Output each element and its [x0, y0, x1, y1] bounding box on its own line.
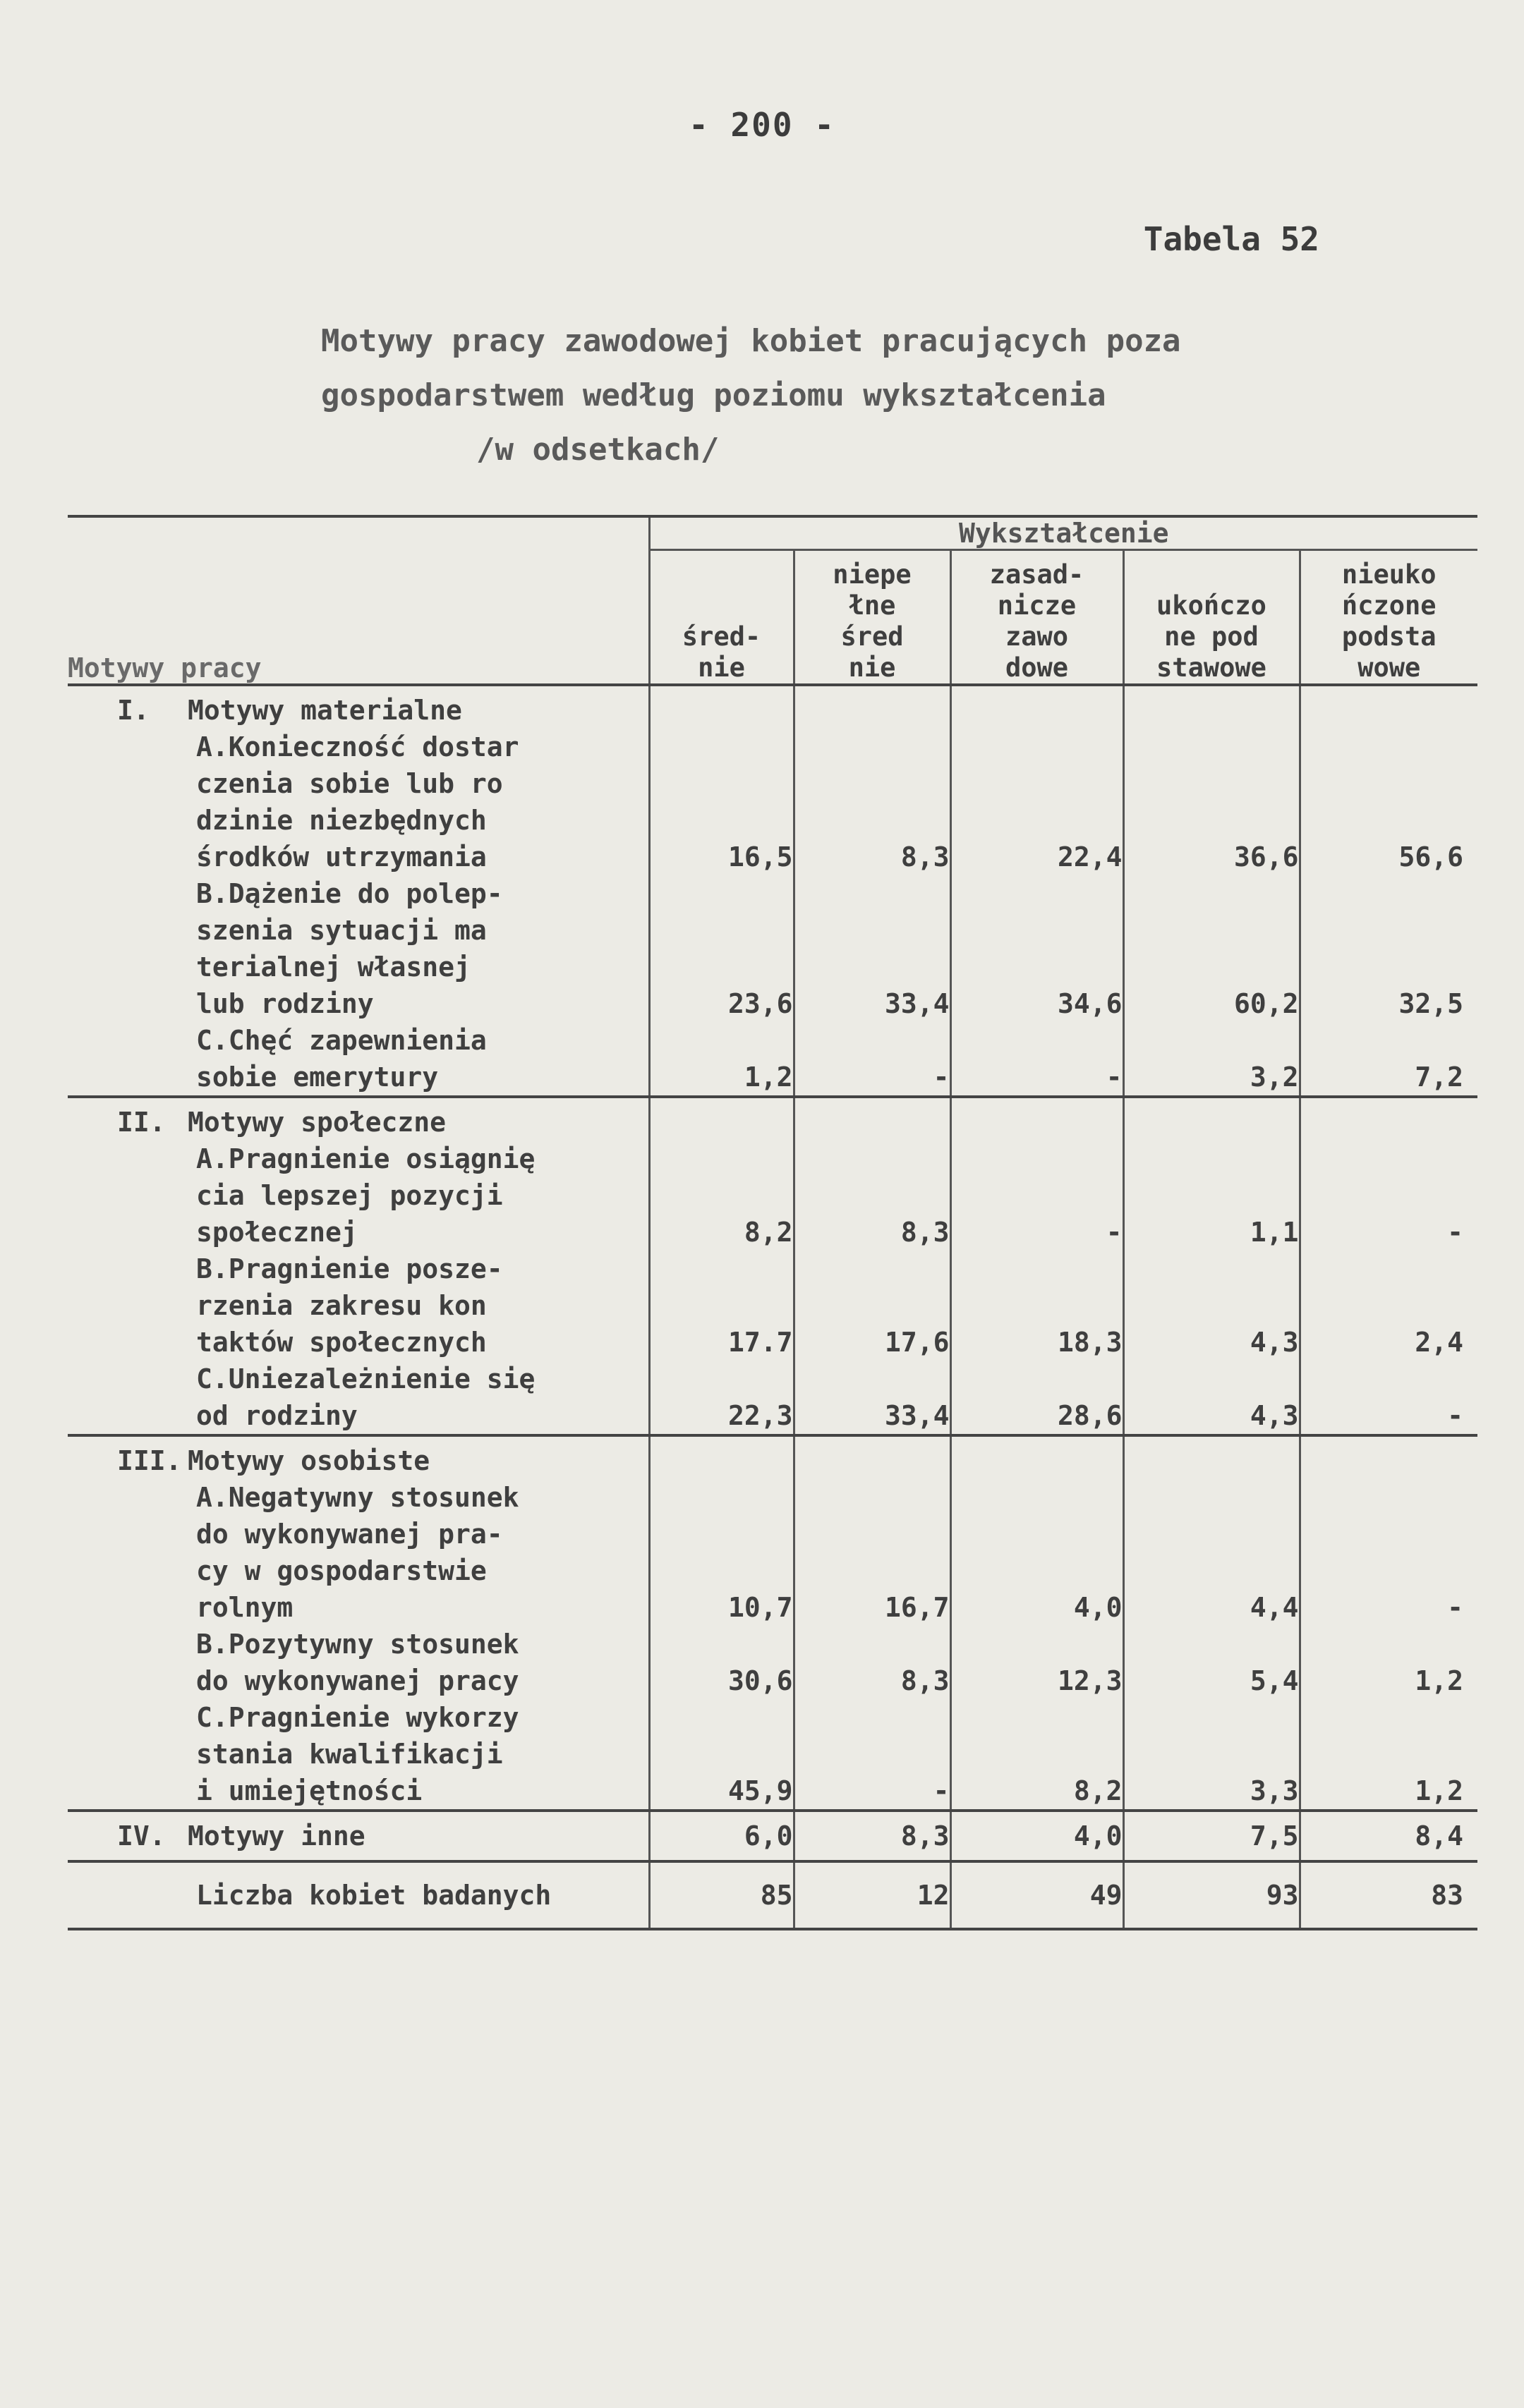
cell-value: 33,4 [794, 875, 950, 1022]
column-header: nieuko ńczone podsta wowe [1300, 550, 1477, 686]
cell-value: 7,5 [1123, 1811, 1300, 1861]
cell-value: 22,4 [950, 729, 1123, 875]
table-row-liczba-kobiet [68, 1861, 1477, 1929]
cell-value: 8,4 [1300, 1811, 1477, 1861]
column-header: zasad- nicze zawo dowe [950, 550, 1123, 686]
cell-value: 6,0 [649, 1811, 794, 1861]
cell-value: 30,6 [649, 1626, 794, 1699]
section-title-row [68, 1097, 1477, 1141]
cell-value: 33,4 [794, 1361, 950, 1435]
cell-value: 49 [950, 1861, 1123, 1929]
section-title: Motywy inne [188, 1820, 365, 1851]
table-row: B.Pragnienie posze- rzenia zakresu kon taktów społecznych 17.7 17,6 18,3 4,3 2,4 [68, 1251, 1477, 1361]
section-title: Motywy społeczne [188, 1107, 447, 1138]
header-group: Wykształcenie [649, 516, 1477, 550]
table-row: B.Dążenie do polep- szenia sytuacji ma terialnej własnej lub rodziny 23,6 33,4 34,6 60,2 32,5 [68, 875, 1477, 1022]
cell-value: 1,2 [1300, 1699, 1477, 1811]
table-row: A.Pragnienie osiągnię cia lepszej pozycji społecznej 8,2 8,3 - 1,1 - [68, 1141, 1477, 1251]
cell-value: 60,2 [1123, 875, 1300, 1022]
cell-value: 56,6 [1398, 841, 1464, 872]
cell-value: 4,0 [950, 1479, 1123, 1626]
cell-value: - [1447, 1592, 1464, 1623]
header-motywy: Motywy pracy [68, 516, 649, 685]
cell-value: 3,3 [1123, 1699, 1300, 1811]
section-title: Motywy materialne [188, 695, 462, 726]
cell-value: 1,1 [1123, 1141, 1300, 1251]
cell-value: 85 [649, 1861, 794, 1929]
cell-value: 8,2 [649, 1141, 794, 1251]
cell-value: 8,3 [794, 1141, 950, 1251]
cell-value: 32,5 [1398, 988, 1464, 1019]
cell-value: 16,7 [794, 1479, 950, 1626]
title-line-2: gospodarstwem według poziomu wykształcenia [321, 377, 1106, 413]
row-label: Liczba kobiet badanych [68, 1861, 649, 1929]
cell-value: 12 [794, 1861, 950, 1929]
table-row-motywy-inne [68, 1811, 1477, 1861]
cell-value: - [950, 1022, 1123, 1097]
cell-value: 7,2 [1300, 1022, 1477, 1097]
page-number: - 200 - [689, 106, 835, 144]
cell-value: 10,7 [649, 1479, 794, 1626]
cell-value: 4,3 [1123, 1251, 1300, 1361]
cell-value: 5,4 [1123, 1626, 1300, 1699]
cell-value: 4,3 [1123, 1361, 1300, 1435]
cell-value: 8,3 [794, 729, 950, 875]
table-row: C.Pragnienie wykorzy stania kwalifikacji i umiejętności 45,9 - 8,2 3,3 1,2 [68, 1699, 1477, 1811]
section-number: III. [117, 1445, 182, 1476]
cell-value: 4,4 [1123, 1479, 1300, 1626]
table-row: C.Chęć zapewnienia sobie emerytury 1,2 - - 3,2 7,2 [68, 1022, 1477, 1097]
cell-value: - [1300, 1361, 1477, 1435]
table-row: B.Pozytywny stosunek do wykonywanej pracy 30,6 8,3 12,3 5,4 1,2 [68, 1626, 1477, 1699]
column-header: niepe łne śred nie [794, 550, 950, 686]
cell-value: - [794, 1022, 950, 1097]
cell-value: 18,3 [950, 1251, 1123, 1361]
cell-value: 12,3 [950, 1626, 1123, 1699]
title-line-1: Motywy pracy zawodowej kobiet pracujących poza [321, 323, 1181, 359]
cell-value: 34,6 [950, 875, 1123, 1022]
table-row: C.Uniezależnienie się od rodziny 22,3 33,4 28,6 4,3 - [68, 1361, 1477, 1435]
title-line-3: /w odsetkach/ [476, 432, 720, 468]
cell-value: 3,2 [1123, 1022, 1300, 1097]
cell-value: 4,0 [950, 1811, 1123, 1861]
table-row: A.Negatywny stosunek do wykonywanej pra- cy w gospodarstwie rolnym 10,7 16,7 4,0 4,4 - [68, 1479, 1477, 1626]
cell-value: - [1447, 1217, 1464, 1248]
cell-value: 8,3 [794, 1811, 950, 1861]
table-number: Tabela 52 [1143, 220, 1319, 258]
table-row: A.Konieczność dostar czenia sobie lub ro dzinie niezbędnych środków utrzymania 16,5 8,3 22,4 36,6 56,6 [68, 729, 1477, 875]
column-header: śred- nie [649, 550, 794, 686]
section-number: IV. [117, 1820, 166, 1851]
cell-value: 8,3 [794, 1626, 950, 1699]
section-title: Motywy osobiste [188, 1445, 430, 1476]
cell-value: 36,6 [1123, 729, 1300, 875]
cell-value: 17,6 [794, 1251, 950, 1361]
cell-value: 83 [1300, 1861, 1477, 1929]
cell-value: 2,4 [1415, 1327, 1464, 1358]
cell-value: 17.7 [649, 1251, 794, 1361]
section-number: I. [117, 695, 150, 726]
section-title-row [68, 1435, 1477, 1479]
cell-value: 28,6 [950, 1361, 1123, 1435]
cell-value: 16,5 [649, 729, 794, 875]
table-title [321, 314, 1379, 477]
section-title-row [68, 685, 1477, 729]
cell-value: 45,9 [649, 1699, 794, 1811]
cell-value: - [950, 1141, 1123, 1251]
cell-value: 1,2 [1415, 1665, 1464, 1696]
column-header: ukończo ne pod stawowe [1123, 550, 1300, 686]
section-number: II. [117, 1107, 166, 1138]
cell-value: 22,3 [649, 1361, 794, 1435]
cell-value: - [794, 1699, 950, 1811]
cell-value: 8,2 [950, 1699, 1123, 1811]
data-table [68, 515, 1477, 1930]
cell-value: 1,2 [649, 1022, 794, 1097]
cell-value: 93 [1123, 1861, 1300, 1929]
cell-value: 23,6 [649, 875, 794, 1022]
